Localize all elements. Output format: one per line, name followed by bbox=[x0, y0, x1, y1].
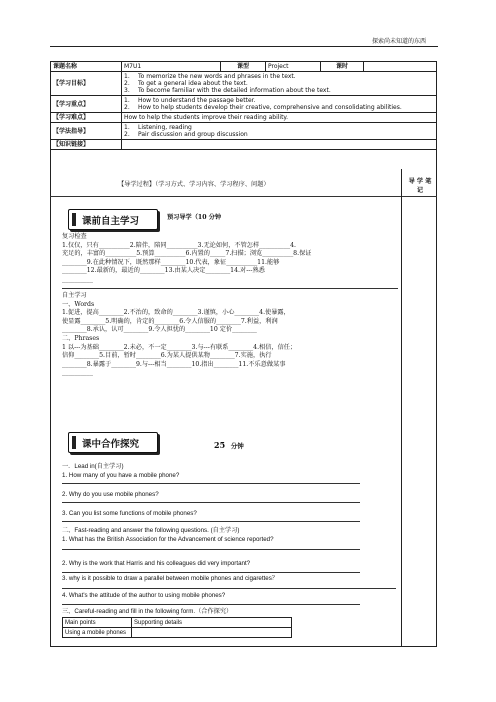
preview-subtitle: 预习导学（10 分钟 bbox=[167, 214, 222, 221]
words-line: 1.促进，提高________2.不治的，致命的________3.谨慎，小心________4.使暴露， bbox=[62, 309, 290, 317]
phrases-line: 信仰________5.目前，暂时________6.为某人提供某物________7.实施，执行 bbox=[62, 352, 272, 360]
answer-line[interactable] bbox=[62, 481, 360, 484]
minutes-label bbox=[214, 440, 244, 450]
form-cell: Using a mobile phones bbox=[63, 628, 132, 638]
words-line: ________8.承认，认可________9.令人担忧的________10 定价________ bbox=[62, 326, 257, 334]
table-row bbox=[51, 140, 437, 150]
review-line: ________12.最新的，最近的________13.由某人决定________14.对---熟悉 bbox=[62, 267, 265, 275]
phrases-title: 二、Phrases bbox=[62, 334, 100, 342]
review-title: 复习检查 bbox=[62, 233, 87, 240]
self-study-block bbox=[62, 292, 398, 378]
minutes-value: 25 bbox=[214, 440, 226, 450]
side-heading: 导 学 笔记 bbox=[408, 178, 432, 194]
review-line: ________9.在此种情况下，既然那样________10.代表，象征__________11.能够 bbox=[62, 258, 280, 266]
row-content bbox=[122, 72, 437, 96]
hours-label: 课时 bbox=[321, 62, 364, 72]
type-value: Project bbox=[266, 62, 321, 72]
phrases-line: __________ bbox=[62, 369, 93, 377]
answer-line[interactable] bbox=[62, 519, 360, 522]
minutes-unit: 分钟 bbox=[230, 442, 244, 450]
review-line: __________ bbox=[62, 275, 93, 283]
question: 1. What has the British Association for the Advancement of science reported? bbox=[62, 536, 274, 543]
lead-in-block bbox=[62, 463, 398, 617]
words-line: 使显露________5.明确的，肯定的________6.令人信服的________7.利益，利润 bbox=[62, 317, 278, 325]
row-label: 【学习重点】 bbox=[51, 96, 122, 113]
words-title: 一、Words bbox=[62, 300, 95, 308]
list-item: Pair discussion and group discussion bbox=[138, 131, 248, 138]
process-heading: 【导学过程】（学习方式、学习内容、学习程序、问题） bbox=[118, 181, 270, 188]
careful-reading-title: 三、Careful-reading and fill in the following form.（合作探究） bbox=[62, 608, 233, 615]
list-item: To memorize the new words and phrases in the text. bbox=[138, 73, 296, 80]
list-item: To get a general idea about the text. bbox=[138, 80, 248, 87]
table-row bbox=[63, 628, 292, 638]
lead-in-title: 一．Lead in(自主学习) bbox=[62, 463, 124, 470]
section-badge-pre-class bbox=[68, 209, 158, 230]
title-value: M7U1 bbox=[122, 62, 221, 72]
table-row bbox=[51, 62, 437, 72]
question: 2. Why do you use mobile phones? bbox=[62, 491, 159, 498]
answer-line[interactable] bbox=[62, 569, 360, 573]
row-label: 【知识链接】 bbox=[51, 140, 122, 150]
header-note: 探索尚未知道的东西 bbox=[371, 38, 426, 45]
item-number: 1. bbox=[124, 73, 130, 80]
review-line: 充足的，丰富的__________5.预算__________6.内置的_____7.扫描；浏览__________8.保证 bbox=[62, 250, 312, 258]
row-content bbox=[122, 140, 437, 150]
list-item: How to understand the passage better. bbox=[138, 97, 256, 104]
self-study-title: 自主学习 bbox=[62, 292, 87, 299]
table-row bbox=[63, 618, 292, 628]
row-label: 【学习目标】 bbox=[51, 72, 122, 96]
row-content bbox=[122, 123, 437, 140]
careful-reading-form bbox=[62, 617, 292, 638]
badge-label: 课前自主学习 bbox=[82, 216, 140, 227]
table-row bbox=[51, 72, 437, 96]
title-label: 课题名称 bbox=[51, 62, 122, 72]
item-number: 1. bbox=[124, 97, 130, 104]
list-item: To become familiar with the detailed information about the text. bbox=[138, 87, 331, 94]
type-label: 课型 bbox=[221, 62, 266, 72]
divider bbox=[62, 288, 398, 289]
row-label: 【学法指导】 bbox=[51, 123, 122, 140]
question: 1. How many of you have a mobile phone? bbox=[62, 472, 180, 479]
phrases-line: 1 以---为基础________2.未必，不一定________3.与---有联系________4.相信，信任； bbox=[62, 343, 297, 351]
row-content: How to help the students improve their reading ability. bbox=[122, 113, 437, 123]
review-line: 1.仅仅，只有__________2.陪伴，陪同__________3.无论如何，不管怎样__________4. bbox=[62, 241, 296, 249]
form-cell[interactable] bbox=[132, 628, 292, 638]
lesson-info-table bbox=[50, 61, 437, 150]
badge-bar bbox=[72, 213, 76, 226]
row-label: 【学习难点】 bbox=[51, 113, 122, 123]
question: 4. What's the attitude of the author to using mobile phones? bbox=[62, 592, 226, 599]
answer-line[interactable] bbox=[62, 601, 360, 605]
item-number: 1. bbox=[124, 124, 130, 131]
item-number: 2. bbox=[124, 131, 130, 138]
answer-line[interactable] bbox=[62, 500, 360, 503]
table-row bbox=[51, 96, 437, 113]
list-item: Listening, reading bbox=[138, 124, 192, 131]
header-divider bbox=[50, 46, 438, 47]
hours-value bbox=[364, 62, 437, 72]
answer-line[interactable] bbox=[62, 545, 360, 550]
form-header: Supporting details bbox=[132, 618, 292, 628]
divider bbox=[50, 196, 437, 197]
item-number: 2. bbox=[124, 80, 130, 87]
question: 3. Can you list some functions of mobile phones? bbox=[62, 510, 197, 517]
notes-column-divider bbox=[401, 169, 402, 647]
badge-label: 课中合作探究 bbox=[82, 439, 140, 450]
table-row bbox=[51, 123, 437, 140]
phrases-line: ________8.暴露于________9.与---相当________10.指出________11.不乐意做某事 bbox=[62, 360, 286, 368]
list-item: How to help students develop their creative, comprehensive and consolidating abilities. bbox=[138, 104, 402, 111]
form-header: Main points bbox=[63, 618, 132, 628]
question: 2. Why is the work that Harris and his colleagues did very important? bbox=[62, 560, 251, 567]
badge-bar bbox=[72, 436, 76, 449]
fast-reading-title: 二、Fast-reading and answer the following questions. (自主学习) bbox=[62, 527, 240, 534]
item-number: 2. bbox=[124, 104, 130, 111]
review-block bbox=[62, 233, 398, 285]
row-content bbox=[122, 96, 437, 113]
section-badge-in-class bbox=[68, 432, 158, 453]
question: 3. why is it possible to draw a parallel between mobile phones and cigarettes？ bbox=[62, 575, 278, 582]
answer-line[interactable] bbox=[62, 584, 396, 589]
item-number: 3. bbox=[124, 87, 130, 94]
table-row bbox=[51, 113, 437, 123]
